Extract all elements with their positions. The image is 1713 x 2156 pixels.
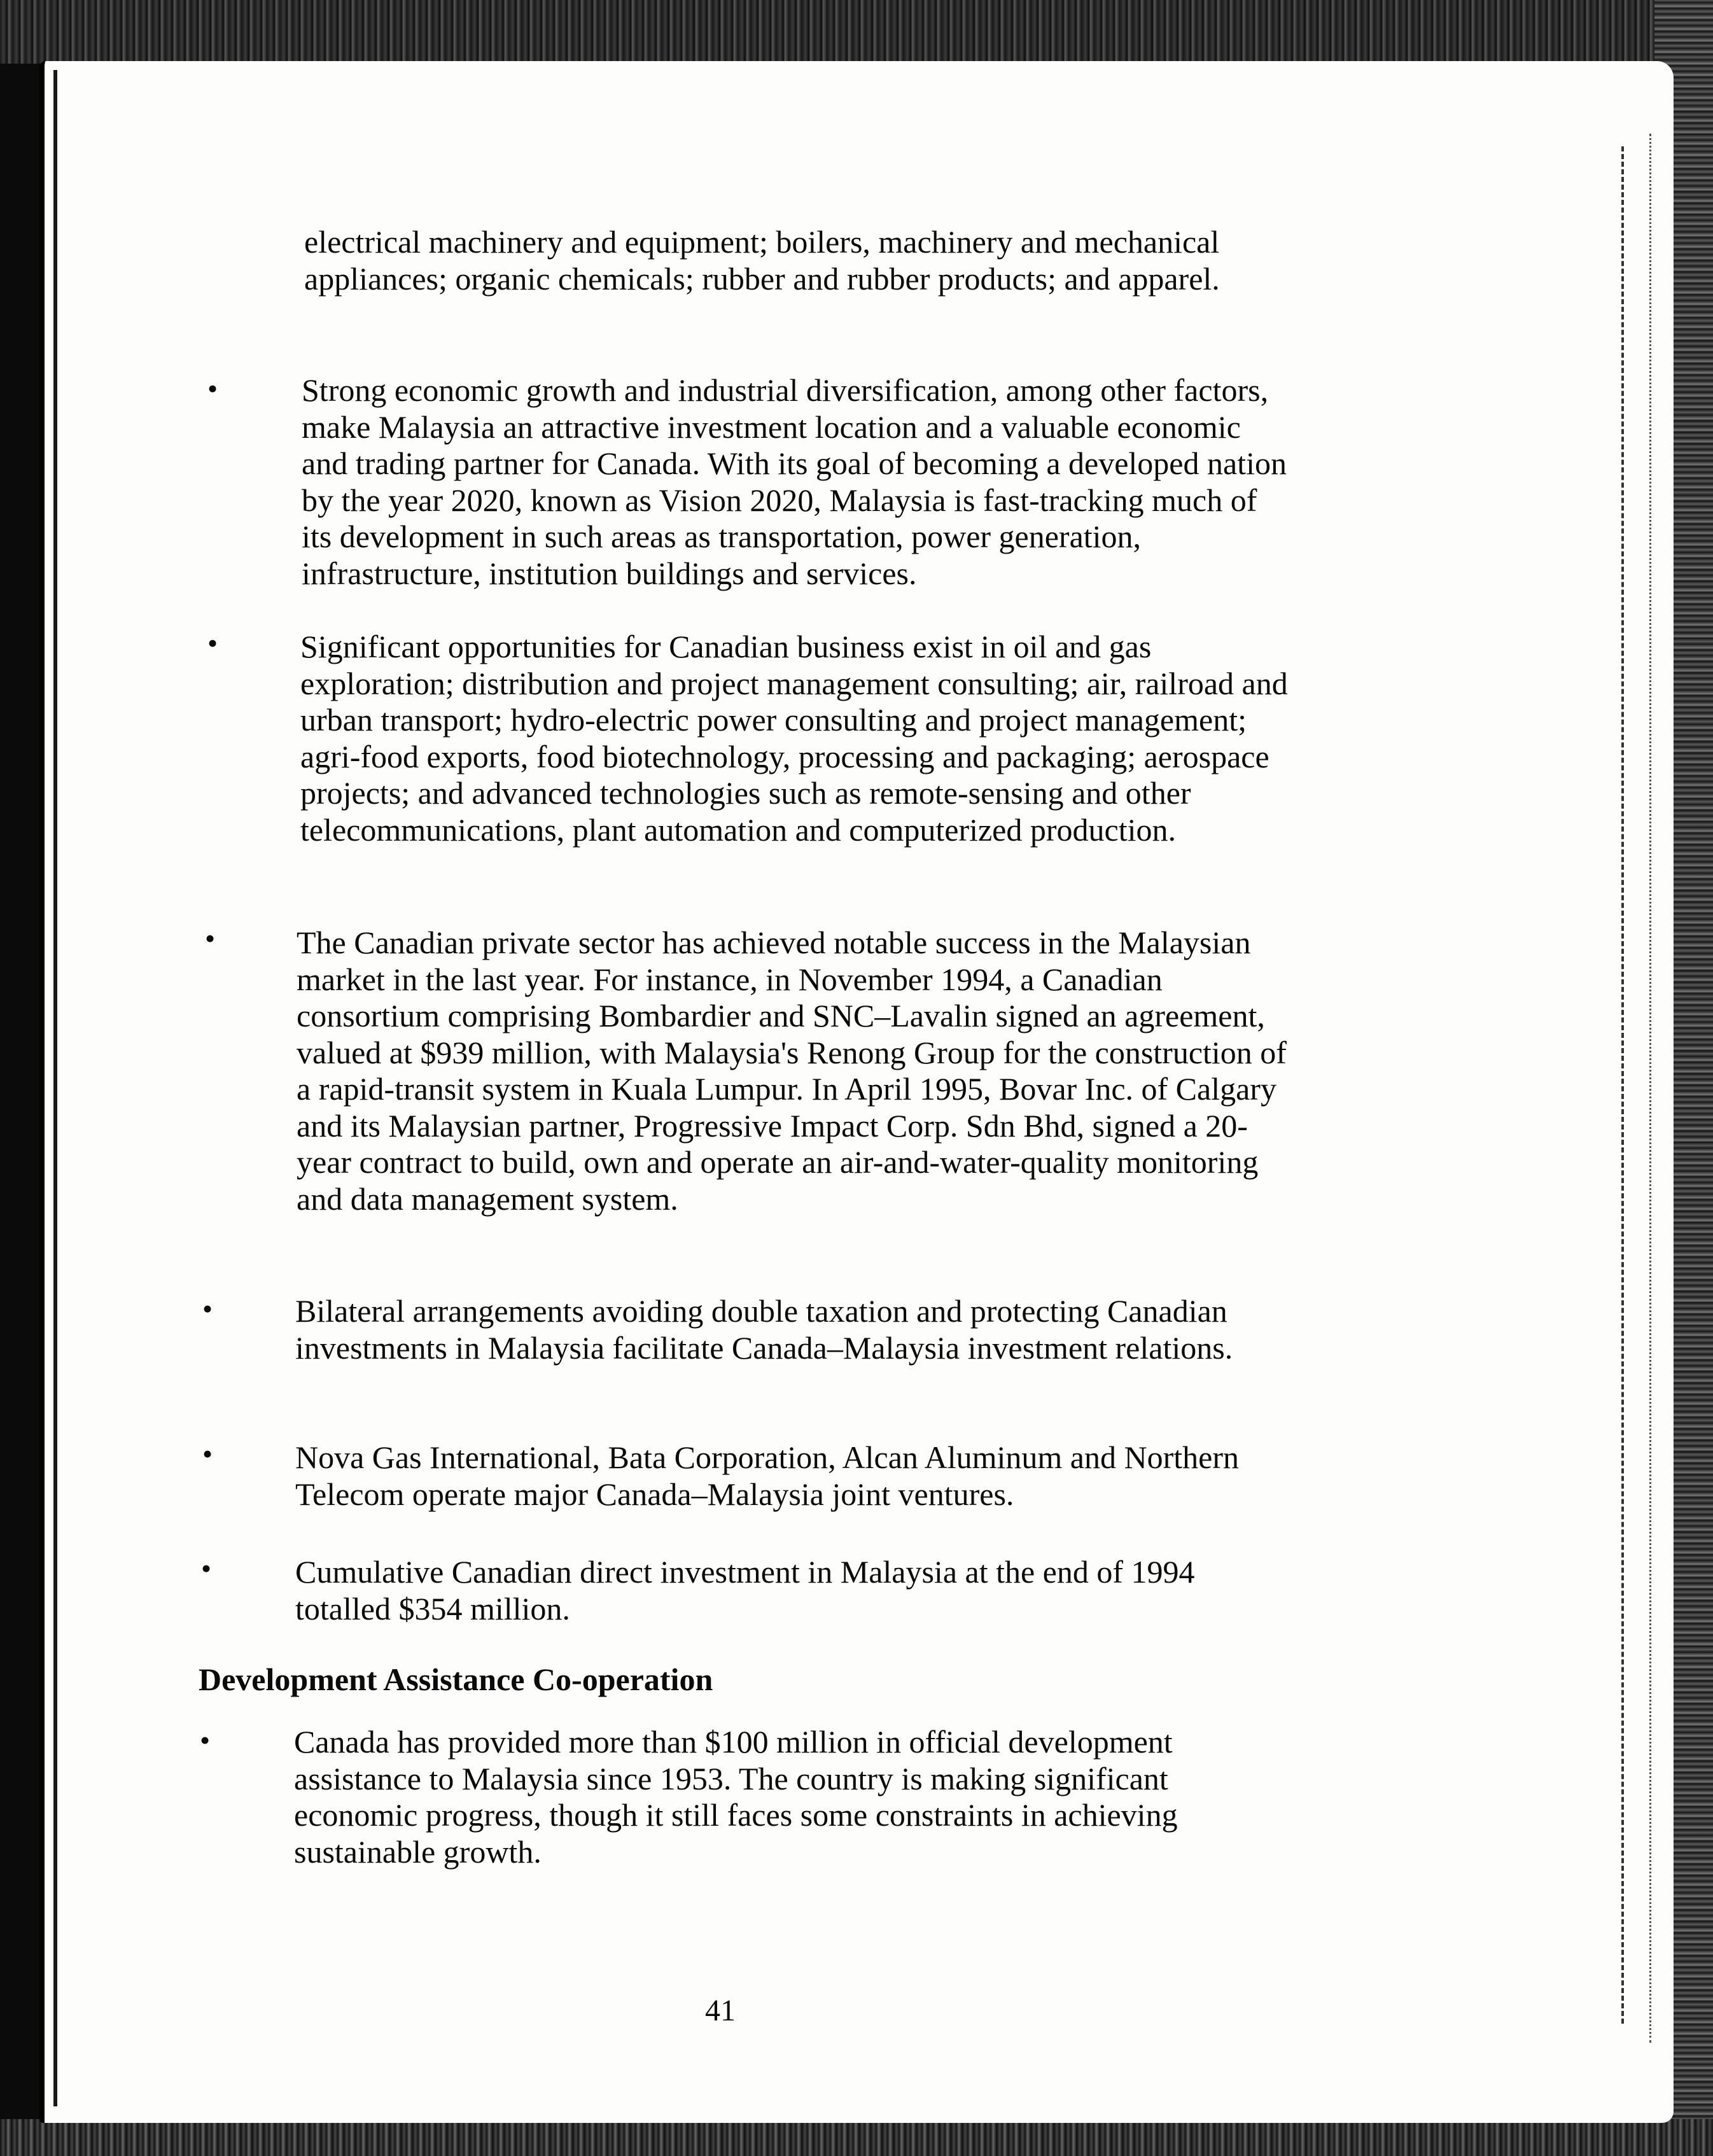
bullet-marker: • <box>201 1552 212 1585</box>
section-heading: Development Assistance Co-operation <box>199 1662 713 1697</box>
continuation-paragraph: electrical machinery and equipment; boilers, machinery and mechanical appliances; organic chemicals; rubber and rubber products; and apparel. <box>304 224 1220 297</box>
bullet-marker: • <box>202 1292 213 1325</box>
bullet-joint-ventures: Nova Gas International, Bata Corporation, Alcan Aluminum and Northern Telecom operate major Canada–Malaysia joint ventures. <box>295 1439 1239 1512</box>
page-number: 41 <box>705 1994 736 2027</box>
bullet-marker: • <box>200 1724 211 1756</box>
bullet-development-assistance: Canada has provided more than $100 million in official development assistance to Malaysia since 1953. The country is making significant economic progress, though it still faces some constraints in achieving sustainable growth. <box>294 1724 1178 1870</box>
bullet-marker: • <box>205 922 216 955</box>
bullet-bilateral: Bilateral arrangements avoiding double taxation and protecting Canadian investments in Malaysia facilitate Canada–Malaysia investment relations. <box>295 1293 1233 1366</box>
bullet-economic-growth: Strong economic growth and industrial diversification, among other factors, make Malaysia an attractive investment location and a valuable economic and trading partner for Canada. With its goal of becoming a developed nation by the year 2020, known as Vision 2020, Malaysia is fast-tracking much of its development in such areas as transportation, power generation, infrastructure, institution buildings and services. <box>302 372 1287 591</box>
bullet-opportunities: Significant opportunities for Canadian business exist in oil and gas exploration; distribution and project management consulting; air, railroad and urban transport; hydro-electric power consulting and project management; agri-food exports, food biotechnology, processing and packaging; aerospace projects; and advanced technologies such as remote-sensing and other telecommunications, plant automation and computerized production. <box>300 629 1288 848</box>
bullet-marker: • <box>207 372 218 405</box>
bullet-cumulative-investment: Cumulative Canadian direct investment in Malaysia at the end of 1994 totalled $354 million. <box>295 1554 1195 1627</box>
bullet-private-sector: The Canadian private sector has achieved notable success in the Malaysian market in the last year. For instance, in November 1994, a Canadian consortium comprising Bombardier and SNC–Lavalin signed an agreement, valued at $939 million, with Malaysia's Renong Group for the construction of a rapid-transit system in Kuala Lumpur. In April 1995, Bovar Inc. of Calgary and its Malaysian partner, Progressive Impact Corp. Sdn Bhd, signed a 20-year contract to build, own and operate an air-and-water-quality monitoring and data management system. <box>297 925 1287 1217</box>
bullet-marker: • <box>202 1438 213 1470</box>
bullet-marker: • <box>207 627 218 659</box>
